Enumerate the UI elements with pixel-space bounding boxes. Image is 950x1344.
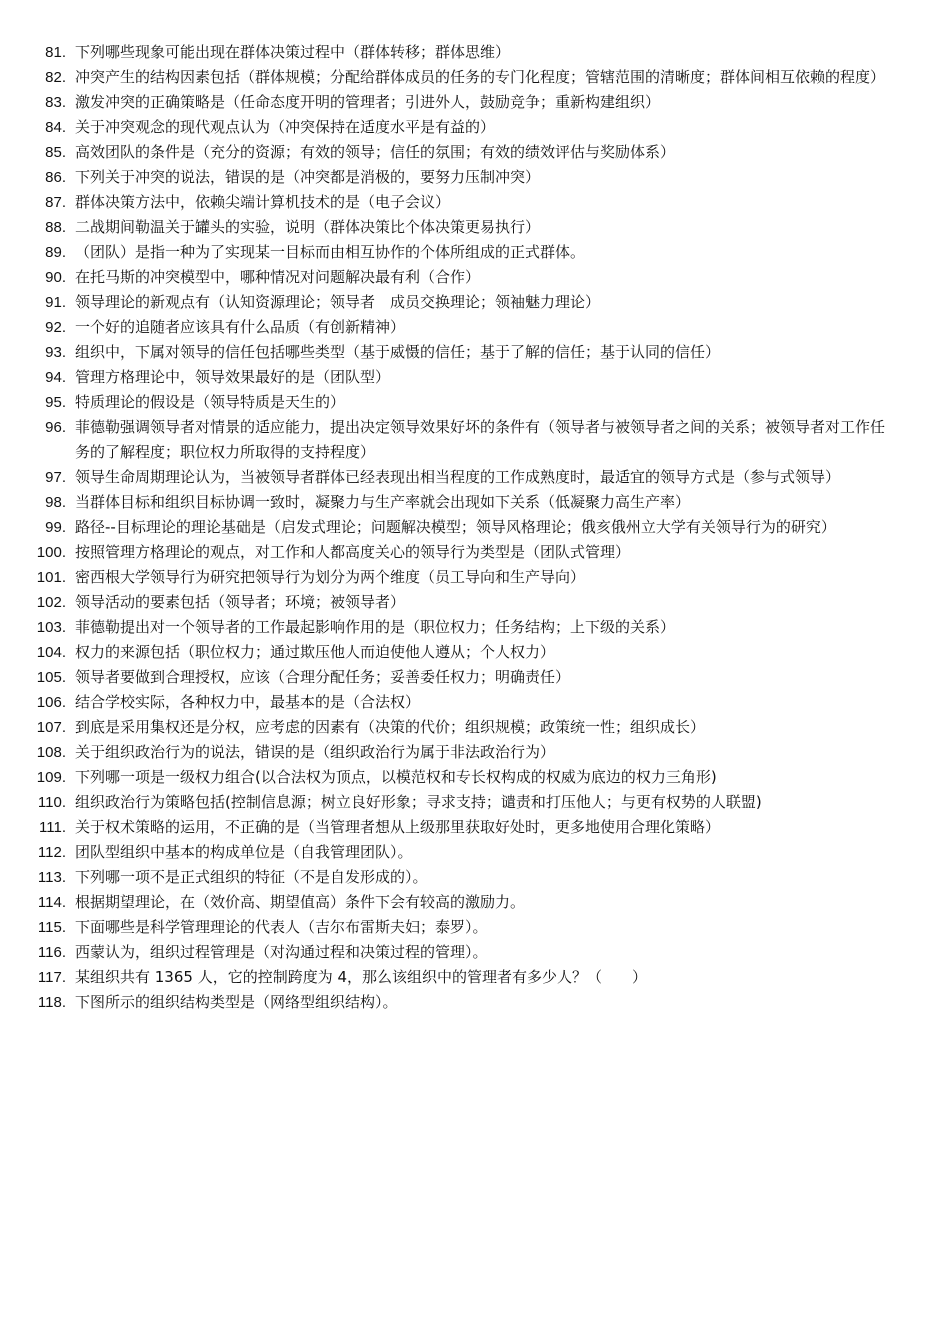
list-item [0, 540, 950, 565]
item-number: 86. [45, 169, 66, 186]
item-text: 结合学校实际，各种权力中，最基本的是（合法权） [75, 693, 421, 711]
item-number: 84. [45, 119, 66, 136]
list-item [0, 115, 950, 140]
item-text: 一个好的追随者应该具有什么品质（有创新精神） [75, 318, 406, 336]
list-item [0, 165, 950, 190]
item-text: 组织政治行为策略包括(控制信息源；树立良好形象；寻求支持；谴责和打压他人；与更有权势的人联盟) [75, 793, 762, 811]
item-number: 96. [45, 419, 66, 436]
item-text: 管理方格理论中，领导效果最好的是（团队型） [75, 368, 391, 386]
list-item [0, 840, 950, 865]
list-item [0, 340, 950, 365]
list-item [0, 315, 950, 340]
list-item [0, 240, 950, 265]
item-number: 111. [39, 819, 66, 836]
item-text: 高效团队的条件是（充分的资源；有效的领导；信任的氛围；有效的绩效评估与奖励体系） [75, 143, 676, 161]
list-item [0, 565, 950, 590]
list-item [0, 690, 950, 715]
item-text: 当群体目标和组织目标协调一致时，凝聚力与生产率就会出现如下关系（低凝聚力高生产率） [75, 493, 691, 511]
item-text: 在托马斯的冲突模型中，哪种情况对问题解决最有利（合作） [75, 268, 481, 286]
item-number: 100. [36, 544, 66, 561]
item-number: 95. [45, 394, 66, 411]
item-text: 特质理论的假设是（领导特质是天生的） [75, 393, 346, 411]
item-text: 下面哪些是科学管理理论的代表人（吉尔布雷斯夫妇；泰罗）。 [75, 918, 488, 936]
item-text: 组织中，下属对领导的信任包括哪些类型（基于威慑的信任；基于了解的信任；基于认同的信任） [75, 343, 721, 361]
list-item [0, 665, 950, 690]
list-item [0, 740, 950, 765]
item-number: 92. [45, 319, 66, 336]
item-text: 下图所示的组织结构类型是（网络型组织结构）。 [75, 993, 398, 1011]
item-number: 116. [37, 944, 66, 961]
list-item [0, 990, 950, 1015]
item-number: 97. [45, 469, 66, 486]
item-number: 115. [37, 919, 66, 936]
item-number: 89. [45, 244, 66, 261]
item-text: 权力的来源包括（职位权力；通过欺压他人而迫使他人遵从；个人权力） [75, 643, 556, 661]
item-text: 激发冲突的正确策略是（任命态度开明的管理者；引进外人，鼓励竞争；重新构建组织） [75, 93, 661, 111]
item-number: 106. [36, 694, 66, 711]
list-item [0, 365, 950, 390]
list-item [0, 140, 950, 165]
item-number: 108. [36, 744, 66, 761]
item-text: 菲德勒强调领导者对情景的适应能力，提出决定领导效果好坏的条件有（领导者与被领导者之间的关系；被领导者对工作任务的了解程度；职位权力所取得的支持程度） [75, 418, 886, 461]
item-text: 关于冲突观念的现代观点认为（冲突保持在适度水平是有益的） [75, 118, 496, 136]
list-item [0, 590, 950, 615]
list-item [0, 715, 950, 740]
item-text: 菲德勒提出对一个领导者的工作最起影响作用的是（职位权力；任务结构；上下级的关系） [75, 618, 676, 636]
list-item [0, 515, 950, 540]
item-text: 冲突产生的结构因素包括（群体规模；分配给群体成员的任务的专门化程度；管辖范围的清晰度；群体间相互依赖的程度） [75, 68, 886, 86]
list-item [0, 615, 950, 640]
item-number: 102. [36, 594, 66, 611]
list-item [0, 40, 950, 65]
item-text: 某组织共有 1365 人，它的控制跨度为 4，那么该组织中的管理者有多少人？（ ） [75, 968, 648, 986]
list-item [0, 765, 950, 790]
list-item [0, 90, 950, 115]
list-item [0, 890, 950, 915]
item-number: 90. [45, 269, 66, 286]
item-text: 根据期望理论，在（效价高、期望值高）条件下会有较高的激励力。 [75, 893, 526, 911]
item-text: 领导者要做到合理授权，应该（合理分配任务；妥善委任权力；明确责任） [75, 668, 571, 686]
item-text: （团队）是指一种为了实现某一目标而由相互协作的个体所组成的正式群体。 [75, 243, 586, 261]
item-number: 85. [45, 144, 66, 161]
item-number: 112. [37, 844, 66, 861]
list-item [0, 190, 950, 215]
item-text: 下列哪一项不是正式组织的特征（不是自发形成的）。 [75, 868, 428, 886]
item-text: 领导理论的新观点有（认知资源理论；领导者 成员交换理论；领袖魅力理论） [75, 293, 601, 311]
item-text: 关于组织政治行为的说法，错误的是（组织政治行为属于非法政治行为） [75, 743, 556, 761]
list-item [0, 390, 950, 415]
list-item [0, 940, 950, 965]
item-number: 87. [45, 194, 66, 211]
item-text: 群体决策方法中，依赖尖端计算机技术的是（电子会议） [75, 193, 451, 211]
item-number: 114. [37, 894, 66, 911]
item-number: 117. [37, 969, 66, 986]
item-number: 113. [37, 869, 66, 886]
list-item [0, 215, 950, 240]
item-text: 西蒙认为，组织过程管理是（对沟通过程和决策过程的管理）。 [75, 943, 488, 961]
question-list [0, 40, 950, 1015]
item-number: 105. [36, 669, 66, 686]
list-item [0, 465, 950, 490]
item-number: 101. [36, 569, 66, 586]
item-text: 按照管理方格理论的观点，对工作和人都高度关心的领导行为类型是（团队式管理） [75, 543, 631, 561]
list-item [0, 915, 950, 940]
item-number: 110. [37, 794, 66, 811]
item-number: 104. [36, 644, 66, 661]
item-number: 118. [37, 994, 66, 1011]
item-number: 82. [45, 69, 66, 86]
item-text: 路径--目标理论的理论基础是（启发式理论；问题解决模型；领导风格理论；俄亥俄州立大学有关领导行为的研究） [75, 518, 836, 536]
item-text: 到底是采用集权还是分权，应考虑的因素有（决策的代价；组织规模；政策统一性；组织成长） [75, 718, 706, 736]
list-item [0, 865, 950, 890]
item-text: 二战期间勒温关于罐头的实验，说明（群体决策比个体决策更易执行） [75, 218, 541, 236]
item-number: 109. [36, 769, 66, 786]
item-text: 密西根大学领导行为研究把领导行为划分为两个维度（员工导向和生产导向） [75, 568, 586, 586]
item-number: 107. [36, 719, 66, 736]
item-number: 99. [45, 519, 66, 536]
item-number: 81. [45, 44, 66, 61]
list-item [0, 265, 950, 290]
item-number: 83. [45, 94, 66, 111]
list-item [0, 965, 950, 990]
item-number: 103. [36, 619, 66, 636]
item-text: 下列关于冲突的说法，错误的是（冲突都是消极的，要努力压制冲突） [75, 168, 541, 186]
item-number: 98. [45, 494, 66, 511]
list-item [0, 290, 950, 315]
list-item [0, 815, 950, 840]
list-item [0, 640, 950, 665]
item-number: 93. [45, 344, 66, 361]
list-item [0, 415, 950, 465]
item-text: 下列哪些现象可能出现在群体决策过程中（群体转移；群体思维） [75, 43, 511, 61]
item-text: 领导生命周期理论认为，当被领导者群体已经表现出相当程度的工作成熟度时，最适宜的领导方式是（参与式领导） [75, 468, 841, 486]
item-number: 88. [45, 219, 66, 236]
list-item [0, 790, 950, 815]
item-text: 团队型组织中基本的构成单位是（自我管理团队）。 [75, 843, 413, 861]
item-number: 91. [45, 294, 66, 311]
item-text: 关于权术策略的运用，不正确的是（当管理者想从上级那里获取好处时，更多地使用合理化策略） [75, 818, 721, 836]
item-number: 94. [45, 369, 66, 386]
list-item [0, 490, 950, 515]
item-text: 领导活动的要素包括（领导者；环境；被领导者） [75, 593, 406, 611]
item-text: 下列哪一项是一级权力组合(以合法权为顶点，以模范权和专长权构成的权威为底边的权力三角形) [75, 768, 717, 786]
list-item [0, 65, 950, 90]
